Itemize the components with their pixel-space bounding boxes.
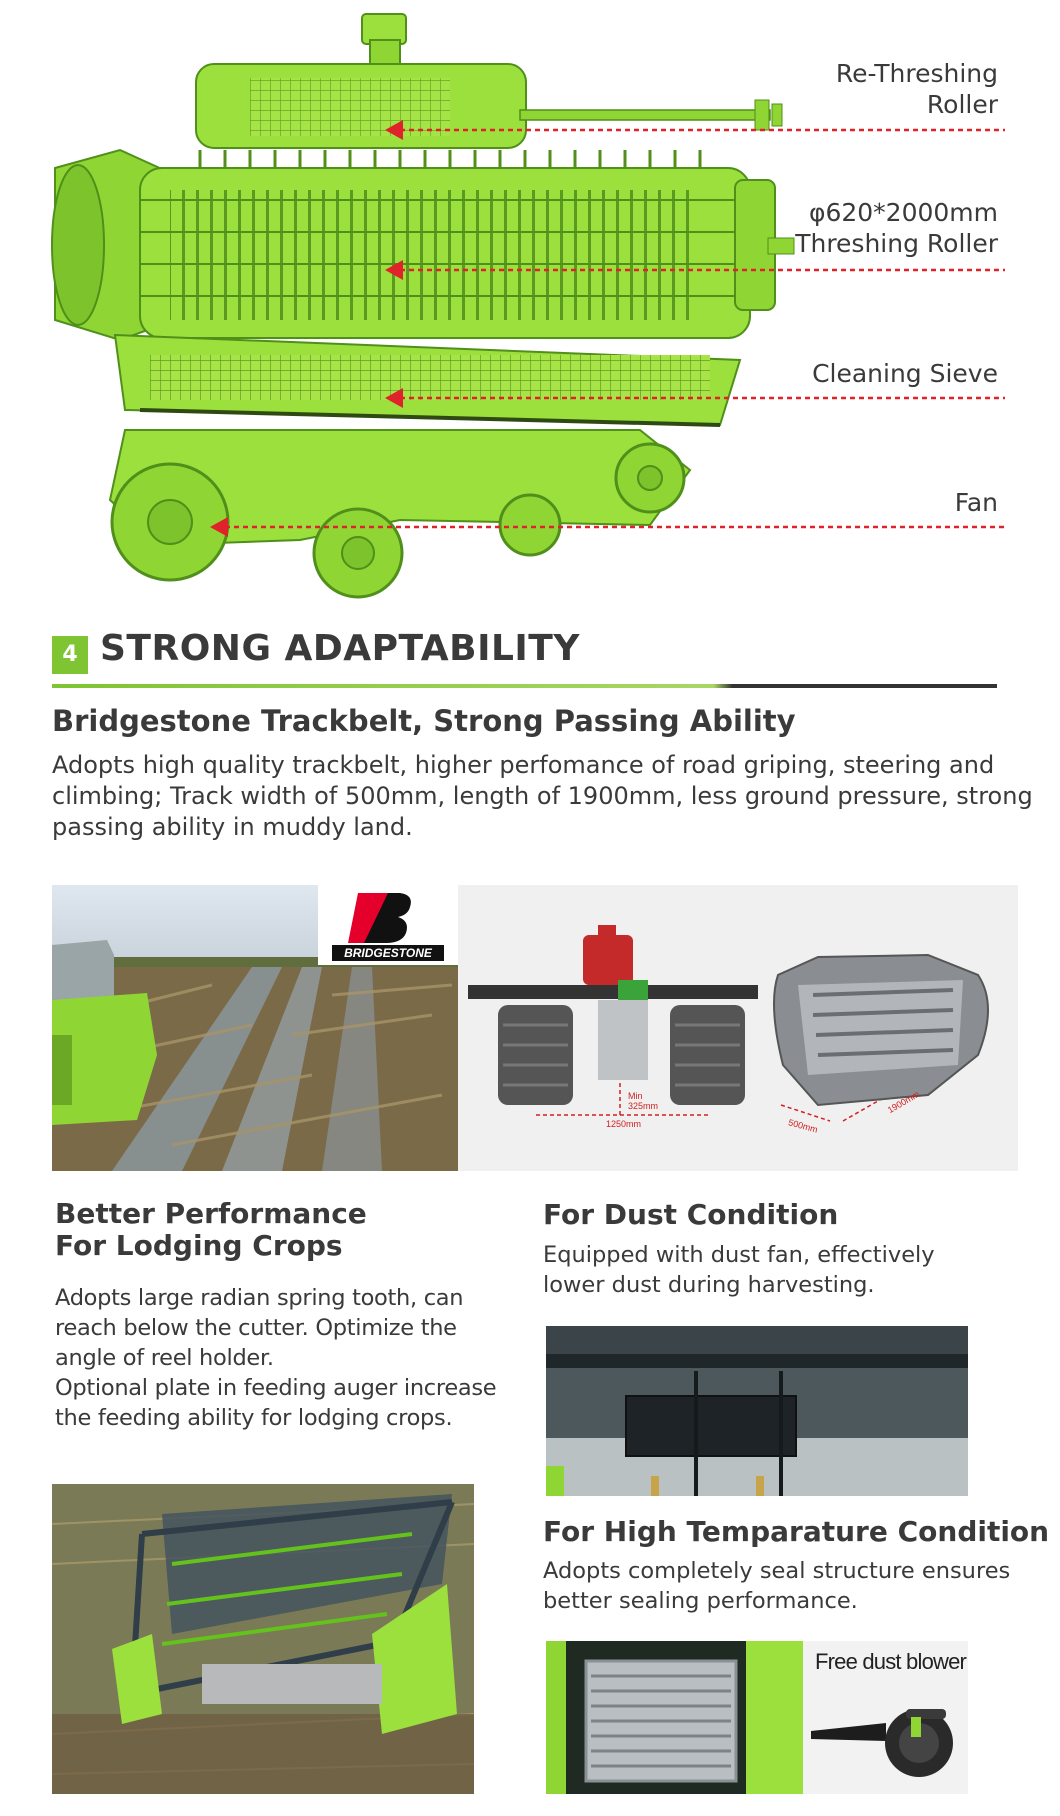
clearance-value: 325mm (628, 1101, 659, 1111)
blower-icon (811, 1703, 961, 1783)
callout-line: Roller (926, 90, 998, 119)
fan-chassis-shape (110, 430, 690, 597)
callout-threshing-roller (795, 197, 998, 259)
thresher-diagram (0, 0, 1060, 610)
high-temp-body (543, 1556, 1010, 1616)
bridgestone-logo (318, 885, 458, 965)
cleaning-sieve-shape (115, 335, 740, 425)
threshing-roller-shape (52, 150, 794, 340)
trackbelt-heading: Bridgestone Trackbelt, Strong Passing Ability (52, 704, 796, 738)
high-temp-title: For High Temparature Condition (543, 1515, 1050, 1548)
track-length-label: 1900mm (885, 1088, 922, 1116)
body-line: lower dust during harvesting. (543, 1272, 875, 1298)
body-line: the feeding ability for lodging crops. (55, 1405, 453, 1431)
re-threshing-roller-shape (196, 14, 782, 148)
callout-line: Threshing Roller (795, 229, 998, 258)
title-line: Better Performance (55, 1197, 367, 1230)
dust-body (543, 1240, 935, 1300)
min-label: Min (628, 1091, 643, 1101)
callout-re-threshing-roller (836, 58, 998, 120)
body-line: better sealing performance. (543, 1588, 858, 1614)
clearance-label (628, 1091, 658, 1111)
body-line: Equipped with dust fan, effectively (543, 1242, 935, 1268)
track-dimension-drawing (458, 885, 1018, 1171)
section-divider (52, 684, 997, 688)
body-line: reach below the cutter. Optimize the (55, 1315, 457, 1341)
body-line: Adopts completely seal structure ensures (543, 1558, 1011, 1584)
callout-cleaning-sieve (812, 358, 998, 389)
track-gauge-label: 1250mm (606, 1119, 642, 1129)
header-reel-photo (52, 1484, 474, 1794)
body-line: Optional plate in feeding auger increase (55, 1375, 497, 1401)
radiator-photo (546, 1641, 803, 1794)
callout-line: Fan (954, 488, 998, 517)
lodging-title (55, 1198, 367, 1262)
body-line: Adopts high quality trackbelt, higher perfomance of road griping, steering and (52, 751, 995, 779)
dust-title: For Dust Condition (543, 1198, 839, 1231)
section-number-badge: 4 (52, 636, 88, 674)
callout-fan (955, 487, 998, 518)
body-line: climbing; Track width of 500mm, length of 1900mm, less ground pressure, strong (52, 782, 1033, 810)
body-line: angle of reel holder. (55, 1345, 274, 1371)
lodging-body (55, 1283, 496, 1433)
track-diagram (458, 885, 1018, 1171)
body-line: Adopts large radian spring tooth, can (55, 1285, 464, 1311)
section-title: STRONG ADAPTABILITY (100, 628, 580, 669)
track-width-label: 500mm (787, 1117, 819, 1135)
body-line: passing ability in muddy land. (52, 813, 413, 841)
bridgestone-wordmark: BRIDGESTONE (344, 946, 432, 960)
trackbelt-body (52, 750, 1033, 843)
callout-line: Cleaning Sieve (812, 359, 998, 388)
callout-line: Re-Threshing (835, 59, 998, 88)
dust-blower-panel (803, 1641, 968, 1794)
title-line: For Lodging Crops (55, 1229, 343, 1262)
callout-line: φ620*2000mm (808, 198, 998, 227)
dust-fan-photo (546, 1326, 968, 1496)
blower-label: Free dust blower (815, 1649, 967, 1674)
